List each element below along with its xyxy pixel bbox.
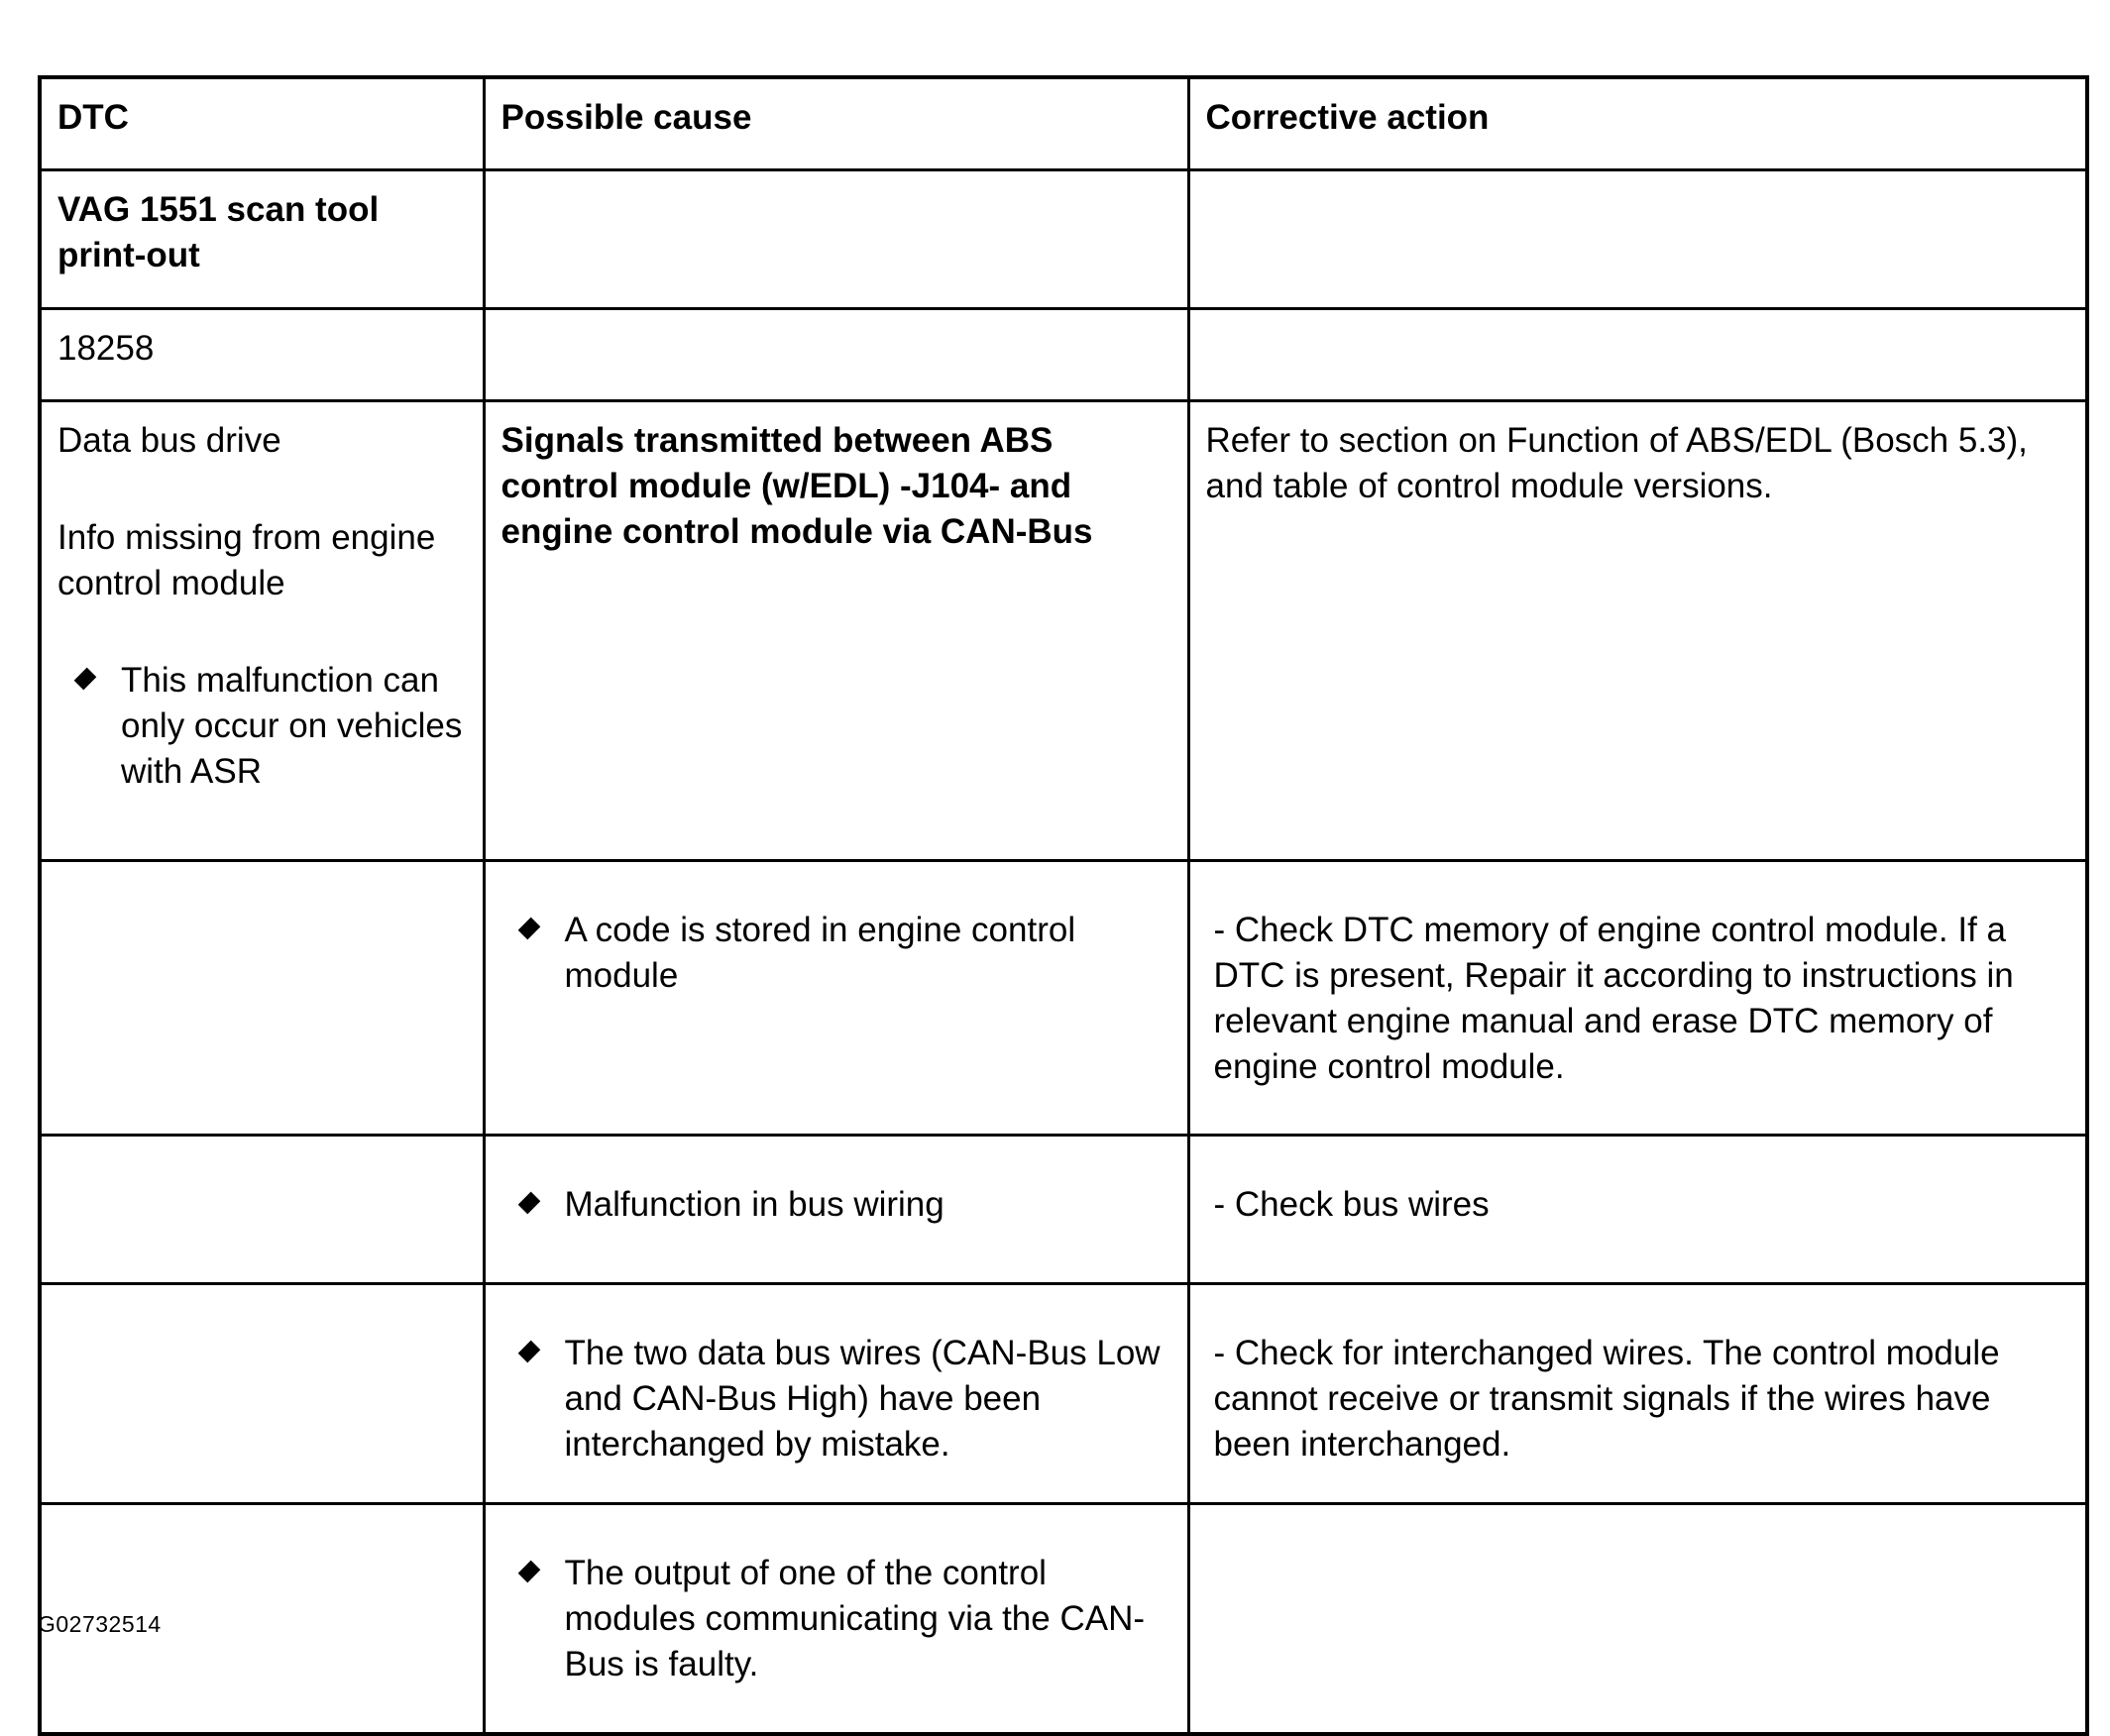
action-cell <box>1188 861 2087 1136</box>
cause-text: Malfunction in bus wiring <box>564 1185 944 1224</box>
fault-note: This malfunction can only occur on vehicles with ASR <box>121 661 463 791</box>
empty-cell <box>40 1284 484 1504</box>
figure-id: G02732514 <box>38 1611 162 1637</box>
fault-detail: Info missing from engine control module <box>57 518 436 602</box>
empty-cell <box>1188 170 2087 309</box>
action-text: - Check bus wires <box>1213 1185 1490 1224</box>
dtc-table <box>38 75 2089 1736</box>
cause-bullet <box>501 1551 1171 1687</box>
cause-cell <box>484 1504 1188 1735</box>
diamond-bullet-icon <box>517 1192 540 1215</box>
cause-cell <box>484 1284 1188 1504</box>
scan-tool-label: VAG 1551 scan tool print-out <box>40 170 484 309</box>
main-cause: Signals transmitted between ABS control module (w/EDL) -J104- and engine control module via CAN-Bus <box>484 401 1188 861</box>
action-text: - Check for interchanged wires. The control module cannot receive or transmit signals if the wires have been interchanged. <box>1213 1334 2000 1464</box>
header-corrective-action: Corrective action <box>1188 77 2087 170</box>
code-row <box>40 309 2087 401</box>
fault-description-cell <box>40 401 484 861</box>
action-cell <box>1188 1504 2087 1735</box>
cause-bullet <box>501 1331 1171 1467</box>
diamond-bullet-icon <box>74 668 97 691</box>
empty-cell <box>40 861 484 1136</box>
cause-row <box>40 1136 2087 1284</box>
diamond-bullet-icon <box>517 1341 540 1363</box>
diamond-bullet-icon <box>517 918 540 940</box>
scan-tool-row <box>40 170 2087 309</box>
cause-row <box>40 861 2087 1136</box>
fault-note-bullet <box>57 658 467 795</box>
action-cell <box>1188 1136 2087 1284</box>
cause-bullet <box>501 908 1171 999</box>
main-action: Refer to section on Function of ABS/EDL (Bosch 5.3), and table of control module versions. <box>1188 401 2087 861</box>
empty-cell <box>40 1136 484 1284</box>
header-dtc: DTC <box>40 77 484 170</box>
fault-title: Data bus drive <box>57 421 281 460</box>
fault-row <box>40 401 2087 861</box>
empty-cell <box>484 309 1188 401</box>
cause-text: A code is stored in engine control module <box>564 911 1076 995</box>
empty-cell <box>1188 309 2087 401</box>
empty-cell <box>484 170 1188 309</box>
dtc-code: 18258 <box>40 309 484 401</box>
cause-text: The two data bus wires (CAN-Bus Low and CAN-Bus High) have been interchanged by mistake. <box>564 1334 1161 1464</box>
cause-cell <box>484 861 1188 1136</box>
cause-row <box>40 1284 2087 1504</box>
cause-cell <box>484 1136 1188 1284</box>
cause-text: The output of one of the control modules communicating via the CAN-Bus is faulty. <box>564 1554 1146 1683</box>
diamond-bullet-icon <box>517 1561 540 1583</box>
header-row <box>40 77 2087 170</box>
cause-row <box>40 1504 2087 1735</box>
action-cell <box>1188 1284 2087 1504</box>
action-text: - Check DTC memory of engine control module. If a DTC is present, Repair it according to instructions in relevant engine manual and erase DTC memory of engine control module. <box>1213 911 2014 1086</box>
header-possible-cause: Possible cause <box>484 77 1188 170</box>
cause-bullet <box>501 1182 1171 1228</box>
